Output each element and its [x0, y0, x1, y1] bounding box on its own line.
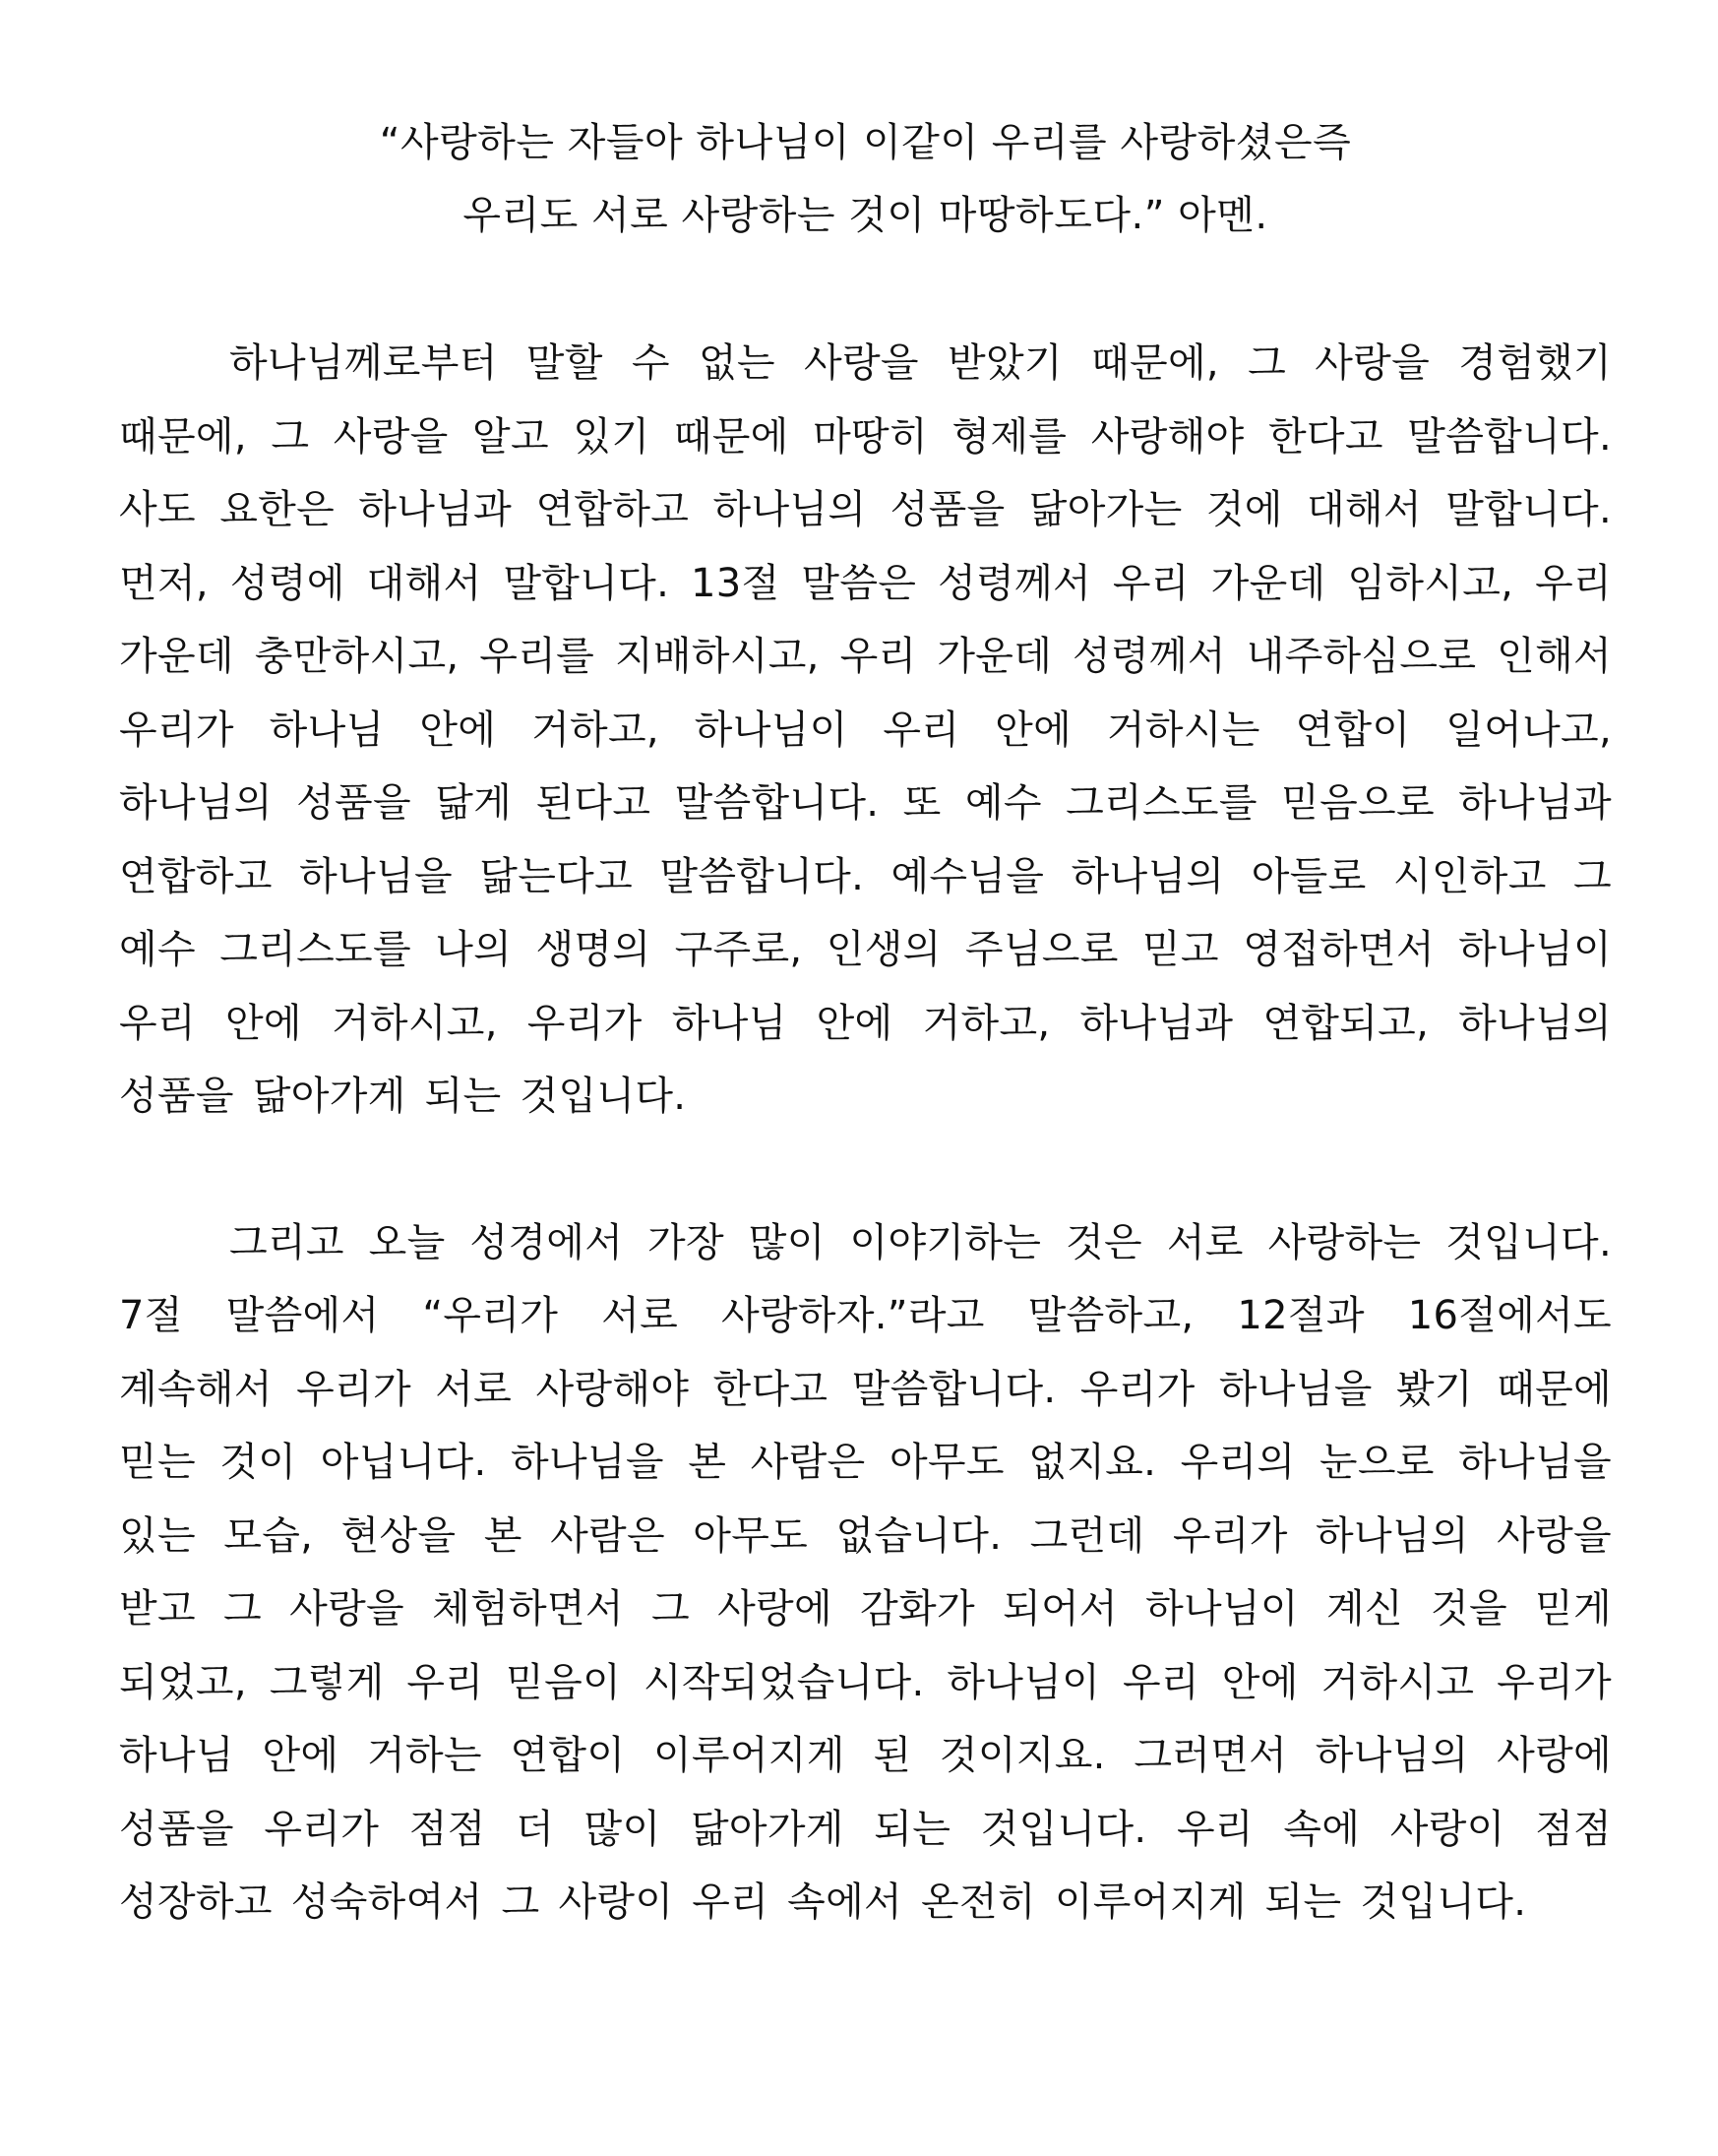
body-paragraph-1: 하나님께로부터 말할 수 없는 사랑을 받았기 때문에, 그 사랑을 경험했기 때문에, 그 사랑을 알고 있기 때문에 마땅히 형제를 사랑해야 한다고 말씀합니다. 사도 요한은 하나님과 연합하고 하나님의 성품을 닮아가는 것에 대해서 말합니다. 먼저, 성령에 대해서 말합니다. 13절 말씀은 성령께서 우리 가운데 임하시고, 우리 가운데 충만하시고, 우리를 지배하시고, 우리 가운데 성령께서 내주하심으로 인해서 우리가 하나님 안에 거하고, 하나님이 우리 안에 거하시는 연합이 일어나고, 하나님의 성품을 닮게 된다고 말씀합니다. 또 예수 그리스도를 믿음으로 하나님과 연합하고 하나님을 닮는다고 말씀합니다. 예수님을 하나님의 아들로 시인하고 그 예수 그리스도를 나의 생명의 구주로, 인생의 주님으로 믿고 영접하면서 하나님이 우리 안에 거하시고, 우리가 하나님 안에 거하고, 하나님과 연합되고, 하나님의 성품을 닮아가게 되는 것입니다. — [119, 340, 1612, 1119]
body-paragraph-2: 그리고 오늘 성경에서 가장 많이 이야기하는 것은 서로 사랑하는 것입니다. 7절 말씀에서 “우리가 서로 사랑하자.”라고 말씀하고, 12절과 16절에서도 계속해서 우리가 서로 사랑해야 한다고 말씀합니다. 우리가 하나님을 봤기 때문에 믿는 것이 아닙니다. 하나님을 본 사람은 아무도 없지요. 우리의 눈으로 하나님을 있는 모습, 현상을 본 사람은 아무도 없습니다. 그런데 우리가 하나님의 사랑을 받고 그 사랑을 체험하면서 그 사랑에 감화가 되어서 하나님이 계신 것을 믿게 되었고, 그렇게 우리 믿음이 시작되었습니다. 하나님이 우리 안에 거하시고 우리가 하나님 안에 거하는 연합이 이루어지게 된 것이지요. 그러면서 하나님의 사랑에 성품을 우리가 점점 더 많이 닮아가게 되는 것입니다. 우리 속에 사랑이 점점 성장하고 성숙하여서 그 사랑이 우리 속에서 온전히 이루어지게 되는 것입니다. — [119, 1219, 1612, 1925]
quote-line-2: 우리도 서로 사랑하는 것이 마땅하도다.” 아멘. — [462, 193, 1268, 238]
quote-line-1: “사랑하는 자들아 하나님이 이같이 우리를 사랑하셨은즉 — [379, 120, 1352, 165]
scripture-quote — [119, 106, 1612, 252]
